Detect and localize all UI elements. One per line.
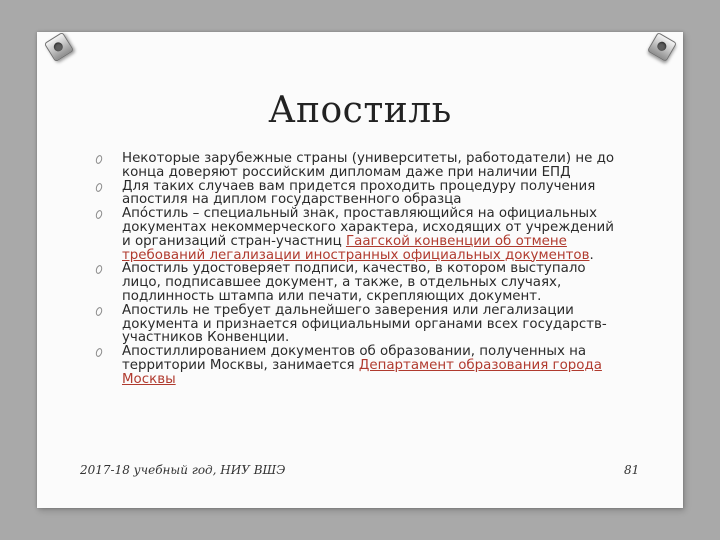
bullet-text: Для таких случаев вам придется проходить процедуру получения апостиля на диплом государственного образца	[122, 178, 596, 208]
page-number: 81	[624, 463, 640, 477]
bullet-list	[96, 152, 616, 387]
bullet-item	[96, 304, 616, 345]
bullet-item	[96, 152, 616, 180]
slide-title: Апостиль	[268, 90, 452, 131]
bullet-item	[96, 262, 616, 303]
bullet-item	[96, 345, 616, 386]
bullet-text: Некоторые зарубежные страны (университеты, работодатели) не до конца доверяют российским дипломам даже при наличии ЕПД	[122, 151, 615, 180]
moscow-education-department-link[interactable]: Департамент образования города Москвы	[122, 357, 602, 387]
bullet-item	[96, 207, 616, 262]
bullet-text-end: .	[589, 247, 594, 263]
bullet-marker-icon	[95, 209, 104, 220]
hague-convention-link[interactable]: Гаагской конвенции об отмене требований легализации иностранных официальных документов	[122, 233, 590, 263]
bullet-marker-icon	[95, 347, 104, 358]
footer-text: 2017-18 учебный год, НИУ ВШЭ	[80, 463, 286, 477]
bullet-marker-icon	[95, 265, 104, 276]
bullet-text: Апостиль не требует дальнейшего заверения или легализации документа и признается официальными органами всех государств-участников Конвенции.	[122, 302, 607, 346]
bullet-item	[96, 180, 616, 208]
bullet-text: Апостиль удостоверяет подписи, качество, в котором выступало лицо, подписавшее документ, а также, в отдельных случаях, подлинность штампа или печати, скрепляющих документ.	[122, 261, 586, 304]
bullet-marker-icon	[95, 182, 104, 193]
bullet-text: Апостиллированием документов об образовании, полученных на территории Москвы, занимается	[122, 344, 587, 373]
bullet-marker-icon	[95, 154, 104, 165]
bullet-marker-icon	[95, 306, 104, 317]
bullet-text: Апо́стиль – специальный знак, проставляющийся на официальных документах некоммерческого характера, исходящих от учреждений и организаций стран-участниц	[122, 206, 614, 249]
